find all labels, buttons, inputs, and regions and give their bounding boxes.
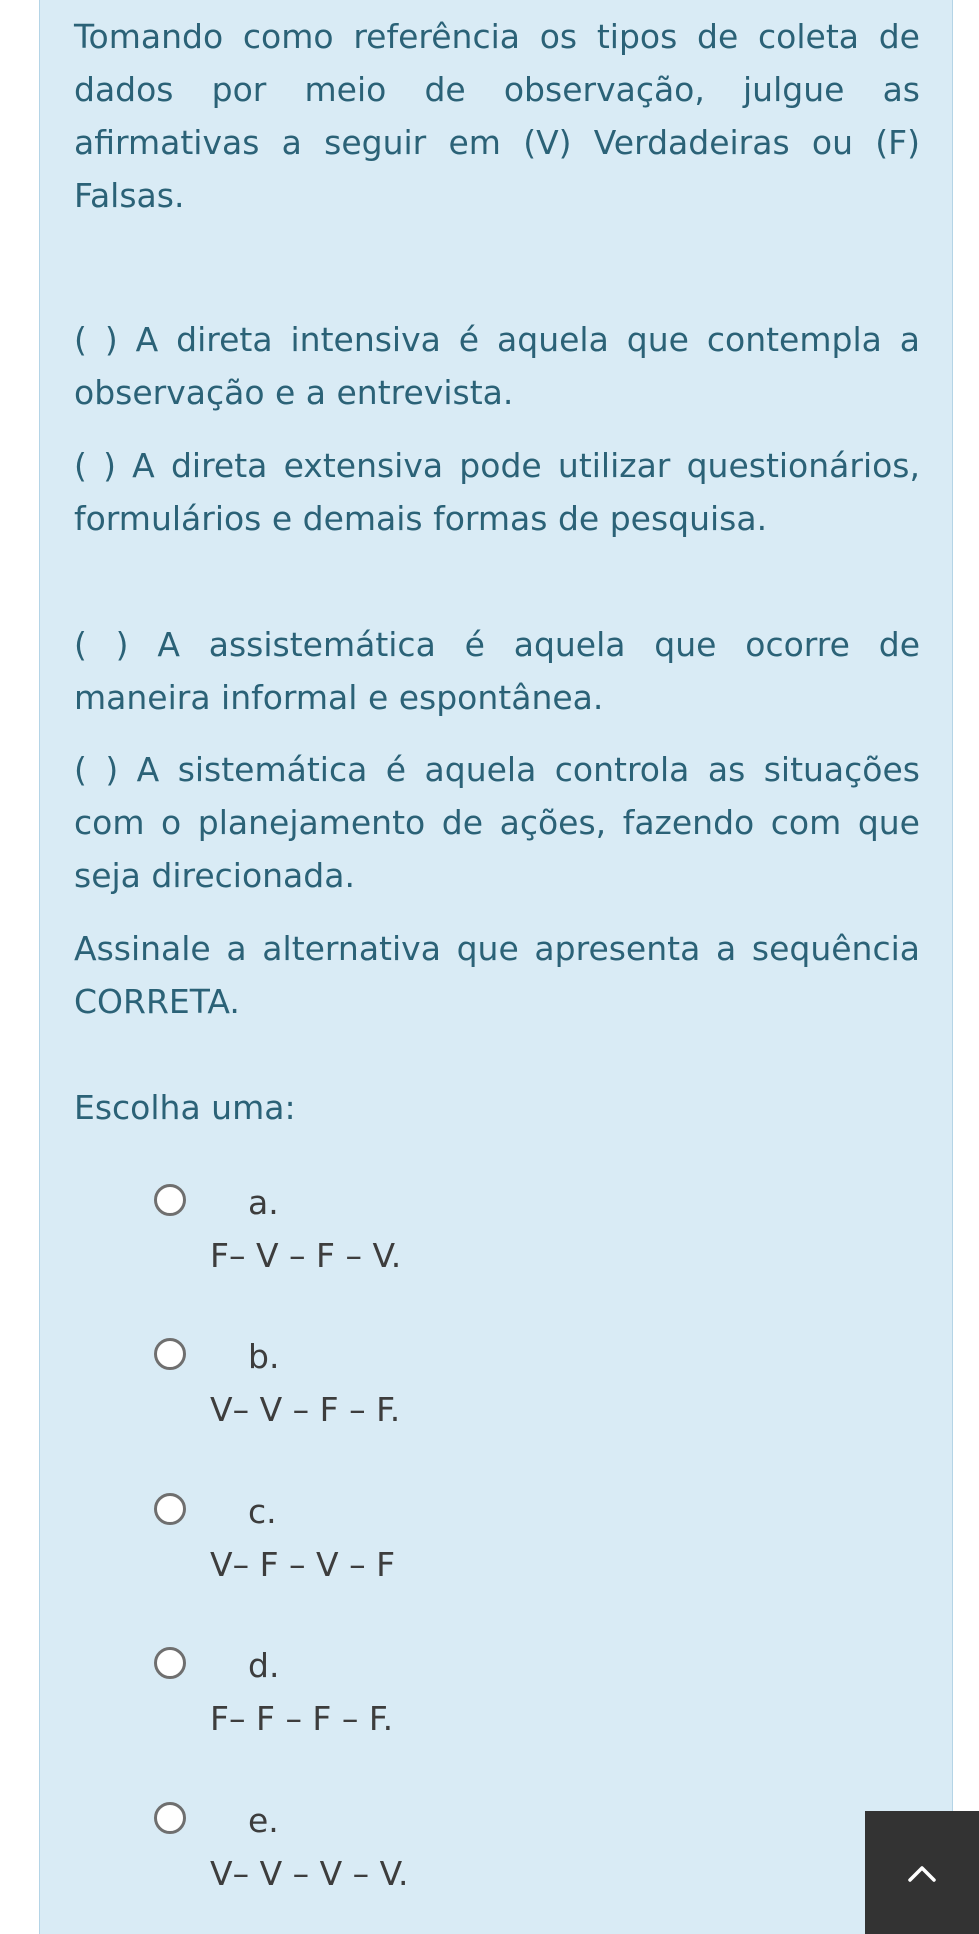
answer-prompt: Escolha uma:: [74, 1088, 296, 1127]
option-d-radio[interactable]: [154, 1647, 186, 1679]
option-a[interactable]: [150, 1181, 650, 1311]
option-c-letter: c.: [248, 1492, 277, 1531]
option-a-letter: a.: [248, 1183, 279, 1222]
option-c-radio[interactable]: [154, 1493, 186, 1525]
option-e[interactable]: [150, 1799, 650, 1929]
option-b-radio[interactable]: [154, 1338, 186, 1370]
option-d-text: F– F – F – F.: [210, 1699, 394, 1738]
option-c[interactable]: [150, 1490, 650, 1620]
statement-4: ( ) A sistemática é aquela controla as situações com o planejamento de ações, fazendo com que seja direcionada.: [74, 750, 920, 895]
statement-1: ( ) A direta intensiva é aquela que contempla a observação e a entrevista.: [74, 320, 920, 412]
statement-2: ( ) A direta extensiva pode utilizar questionários, formulários e demais formas de pesquisa.: [74, 446, 920, 538]
option-a-text: F– V – F – V.: [210, 1236, 402, 1275]
option-d-letter: d.: [248, 1646, 280, 1685]
question-instruction: Assinale a alternativa que apresenta a sequência CORRETA.: [74, 929, 920, 1021]
option-b-letter: b.: [248, 1337, 280, 1376]
option-e-letter: e.: [248, 1801, 279, 1840]
option-b[interactable]: [150, 1335, 650, 1465]
statement-3: ( ) A assistemática é aquela que ocorre de maneira informal e espontânea.: [74, 625, 920, 717]
option-e-radio[interactable]: [154, 1802, 186, 1834]
option-e-text: V– V – V – V.: [210, 1854, 409, 1893]
option-c-text: V– F – V – F: [210, 1545, 396, 1584]
option-d[interactable]: [150, 1644, 650, 1774]
question-intro: Tomando como referência os tipos de coleta de dados por meio de observação, julgue as afirmativas a seguir em (V) Verdadeiras ou (F) Falsas.: [74, 17, 920, 215]
option-b-text: V– V – F – F.: [210, 1390, 401, 1429]
option-a-radio[interactable]: [154, 1184, 186, 1216]
chevron-up-icon: [907, 1863, 937, 1883]
scroll-to-top-button[interactable]: [865, 1811, 979, 1934]
